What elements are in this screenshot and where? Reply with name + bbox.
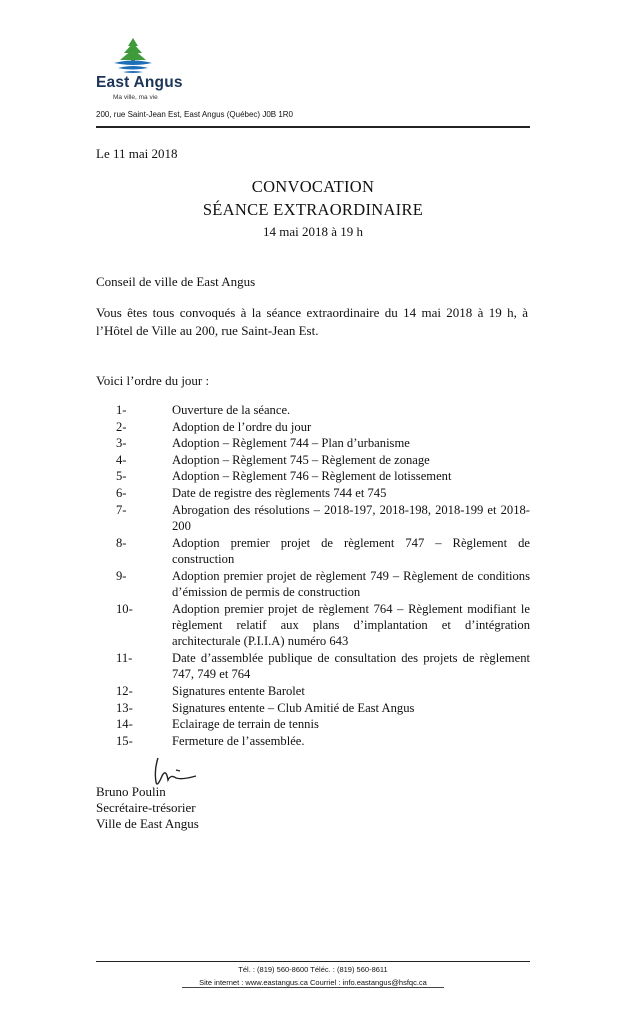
agenda-item-number: 15- xyxy=(116,733,133,748)
org-address: 200, rue Saint-Jean Est, East Angus (Québec) J0B 1R0 xyxy=(96,110,293,119)
letterhead-divider xyxy=(96,126,530,128)
agenda-item xyxy=(96,502,530,535)
footer-rule xyxy=(182,987,444,988)
pine-tree-logo-icon xyxy=(108,36,158,76)
agenda-item-text: Adoption – Règlement 744 – Plan d’urbanisme xyxy=(172,436,410,451)
agenda-item-text: Adoption premier projet de règlement 749 – Règlement de conditions d’émission de permis de construction xyxy=(172,568,530,599)
agenda-item-number: 13- xyxy=(116,700,133,715)
agenda-item xyxy=(96,733,530,749)
agenda-item xyxy=(96,716,530,732)
agenda-item-number: 12- xyxy=(116,683,133,698)
agenda-item-text: Eclairage de terrain de tennis xyxy=(172,717,319,732)
agenda-item-number: 14- xyxy=(116,717,133,732)
agenda-item-number: 4- xyxy=(116,452,127,467)
agenda-item-text: Adoption – Règlement 745 – Règlement de zonage xyxy=(172,452,430,467)
agenda-item xyxy=(96,485,530,501)
agenda-item xyxy=(96,683,530,699)
agenda-item xyxy=(96,468,530,484)
agenda-list xyxy=(96,402,530,749)
signatory-title: Secrétaire-trésorier xyxy=(96,800,196,815)
signatory-name: Bruno Poulin xyxy=(96,784,166,799)
agenda-item-text: Adoption premier projet de règlement 764 – Règlement modifiant le règlement relatif aux plans d’implantation et d’intégration architecturale (P.I.I.A) numéro 643 xyxy=(172,601,530,649)
agenda-item-text: Date de registre des règlements 744 et 745 xyxy=(172,485,387,500)
agenda-item xyxy=(96,435,530,451)
agenda-item-text: Adoption de l’ordre du jour xyxy=(172,419,312,434)
signatory-organization: Ville de East Angus xyxy=(96,816,199,831)
agenda-intro: Voici l’ordre du jour : xyxy=(96,373,210,388)
addressee: Conseil de ville de East Angus xyxy=(96,274,256,289)
agenda-item xyxy=(96,700,530,716)
agenda-item-text: Fermeture de l’assemblée. xyxy=(172,733,305,748)
agenda-item-number: 5- xyxy=(116,469,127,484)
agenda-item-number: 9- xyxy=(116,568,127,583)
agenda-item-text: Abrogation des résolutions – 2018-197, 2018-198, 2018-199 et 2018-200 xyxy=(172,502,530,533)
agenda-item-number: 8- xyxy=(116,535,127,550)
agenda-item-number: 1- xyxy=(116,403,127,417)
agenda-item-text: Signatures entente Barolet xyxy=(172,683,305,698)
agenda-item xyxy=(96,452,530,468)
agenda-item-text: Adoption – Règlement 746 – Règlement de lotissement xyxy=(172,469,452,484)
agenda-item-number: 7- xyxy=(116,502,127,517)
agenda-item-number: 2- xyxy=(116,419,127,434)
doc-subtitle: SÉANCE EXTRAORDINAIRE xyxy=(202,200,424,219)
agenda-item-number: 11- xyxy=(116,650,133,665)
agenda-item xyxy=(96,650,530,683)
agenda-item-text: Ouverture de la séance. xyxy=(172,403,291,417)
org-tagline: Ma ville, ma vie xyxy=(113,94,158,101)
agenda-item-number: 3- xyxy=(116,436,127,451)
agenda-item xyxy=(96,419,530,435)
agenda-item xyxy=(96,601,530,650)
footer-web-email: Site internet : www.eastangus.ca Courriel : info.eastangus@hsfqc.ca xyxy=(199,978,427,987)
agenda-item xyxy=(96,568,530,601)
agenda-item-number: 10- xyxy=(116,601,133,616)
doc-title: CONVOCATION xyxy=(251,177,375,196)
agenda-item-text: Date d’assemblée publique de consultation des projets de règlement 747, 749 et 764 xyxy=(172,650,530,682)
convocation-paragraph: Vous êtes tous convoqués à la séance extraordinaire du 14 mai 2018 à 19 h, à l’Hôtel de Ville au 200, rue Saint-Jean Est. xyxy=(96,305,528,338)
agenda-item xyxy=(96,535,530,568)
footer-phone: Tél. : (819) 560-8600 Téléc. : (819) 560-8611 xyxy=(238,965,388,974)
agenda-item-number: 6- xyxy=(116,485,127,500)
footer-divider xyxy=(96,961,530,962)
agenda-item-text: Adoption premier projet de règlement 747 – Règlement de construction xyxy=(172,535,530,566)
letter-date: Le 11 mai 2018 xyxy=(96,146,178,161)
agenda-item xyxy=(96,402,530,418)
agenda-item-text: Signatures entente – Club Amitié de East Angus xyxy=(172,700,415,715)
org-name: East Angus xyxy=(96,74,183,91)
meeting-date: 14 mai 2018 à 19 h xyxy=(262,224,363,239)
